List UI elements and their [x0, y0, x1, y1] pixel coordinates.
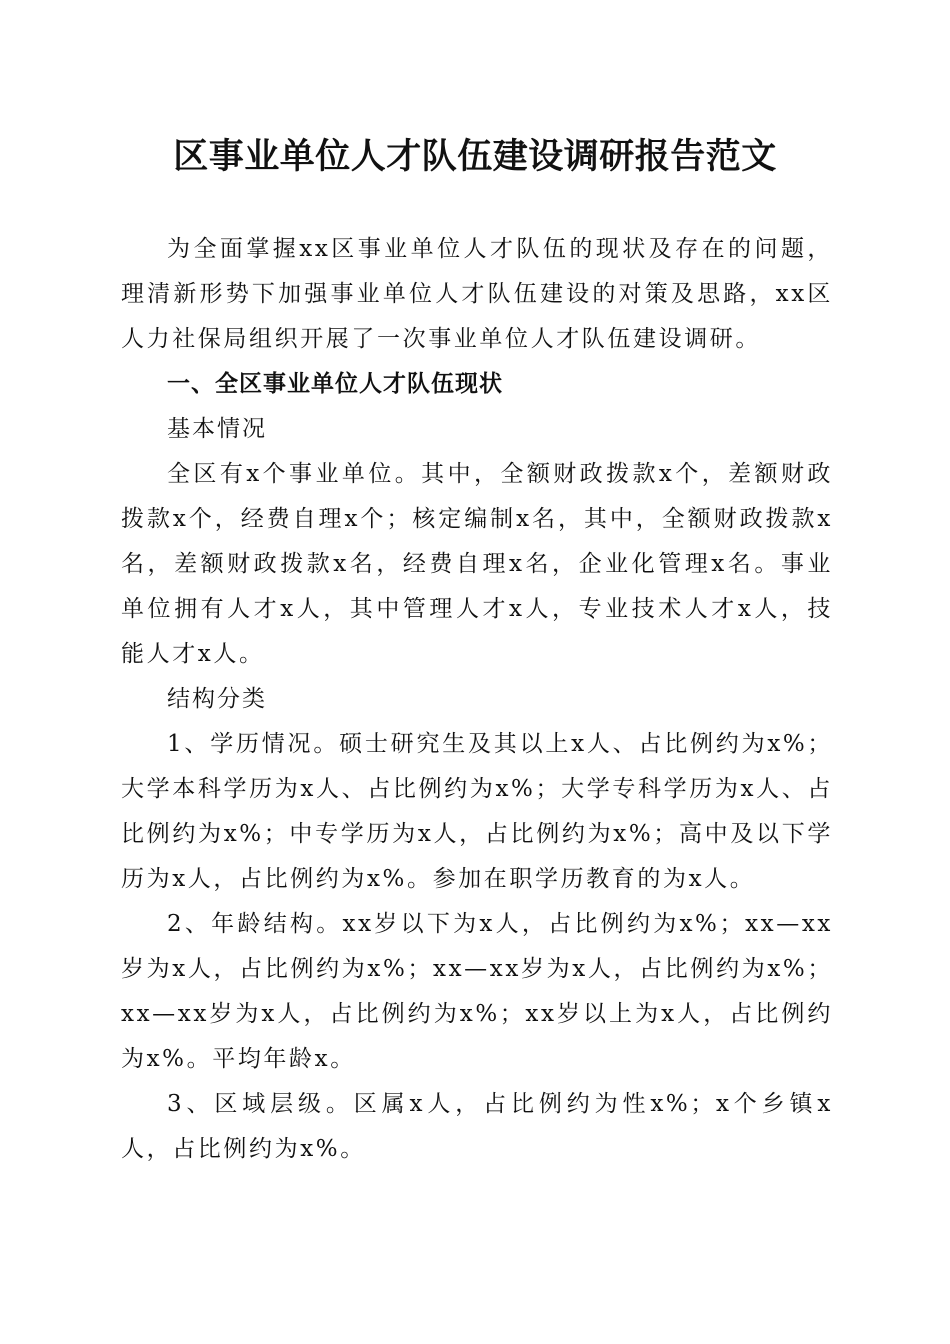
- region-paragraph: 3、区域层级。区属x人，占比例约为性x%；x个乡镇x人，占比例约为x%。: [121, 1091, 833, 1162]
- education-paragraph: 1、学历情况。硕士研究生及其以上x人、占比例约为x%；大学本科学历为x人、占比例约为x%；大学专科学历为x人、占比例约为x%；中专学历为x人，占比例约为x%；高中及以下学历为x人，占比例约为x%。参加在职学历教育的为x人。: [121, 731, 833, 892]
- section-heading: 一、全区事业单位人才队伍现状: [167, 371, 503, 397]
- subheading-basic: 基本情况: [167, 416, 267, 442]
- subheading-structure: 结构分类: [167, 686, 267, 712]
- age-paragraph: 2、年龄结构。xx岁以下为x人，占比例约为x%；xx—xx岁为x人，占比例约为x%；xx—xx岁为x人，占比例约为x%；xx—xx岁为x人，占比例约为x%；xx岁以上为x人，占比例约为x%。平均年龄x。: [121, 911, 833, 1072]
- document-body: [121, 227, 833, 1172]
- document-title: 区事业单位人才队伍建设调研报告范文: [173, 136, 777, 177]
- basic-paragraph: 全区有x个事业单位。其中，全额财政拨款x个，差额财政拨款x个，经费自理x个；核定编制x名，其中，全额财政拨款x名，差额财政拨款x名，经费自理x名，企业化管理x名。事业单位拥有人才x人，其中管理人才x人，专业技术人才x人，技能人才x人。: [121, 461, 833, 667]
- intro-paragraph: 为全面掌握xx区事业单位人才队伍的现状及存在的问题，理清新形势下加强事业单位人才队伍建设的对策及思路，xx区人力社保局组织开展了一次事业单位人才队伍建设调研。: [121, 236, 833, 352]
